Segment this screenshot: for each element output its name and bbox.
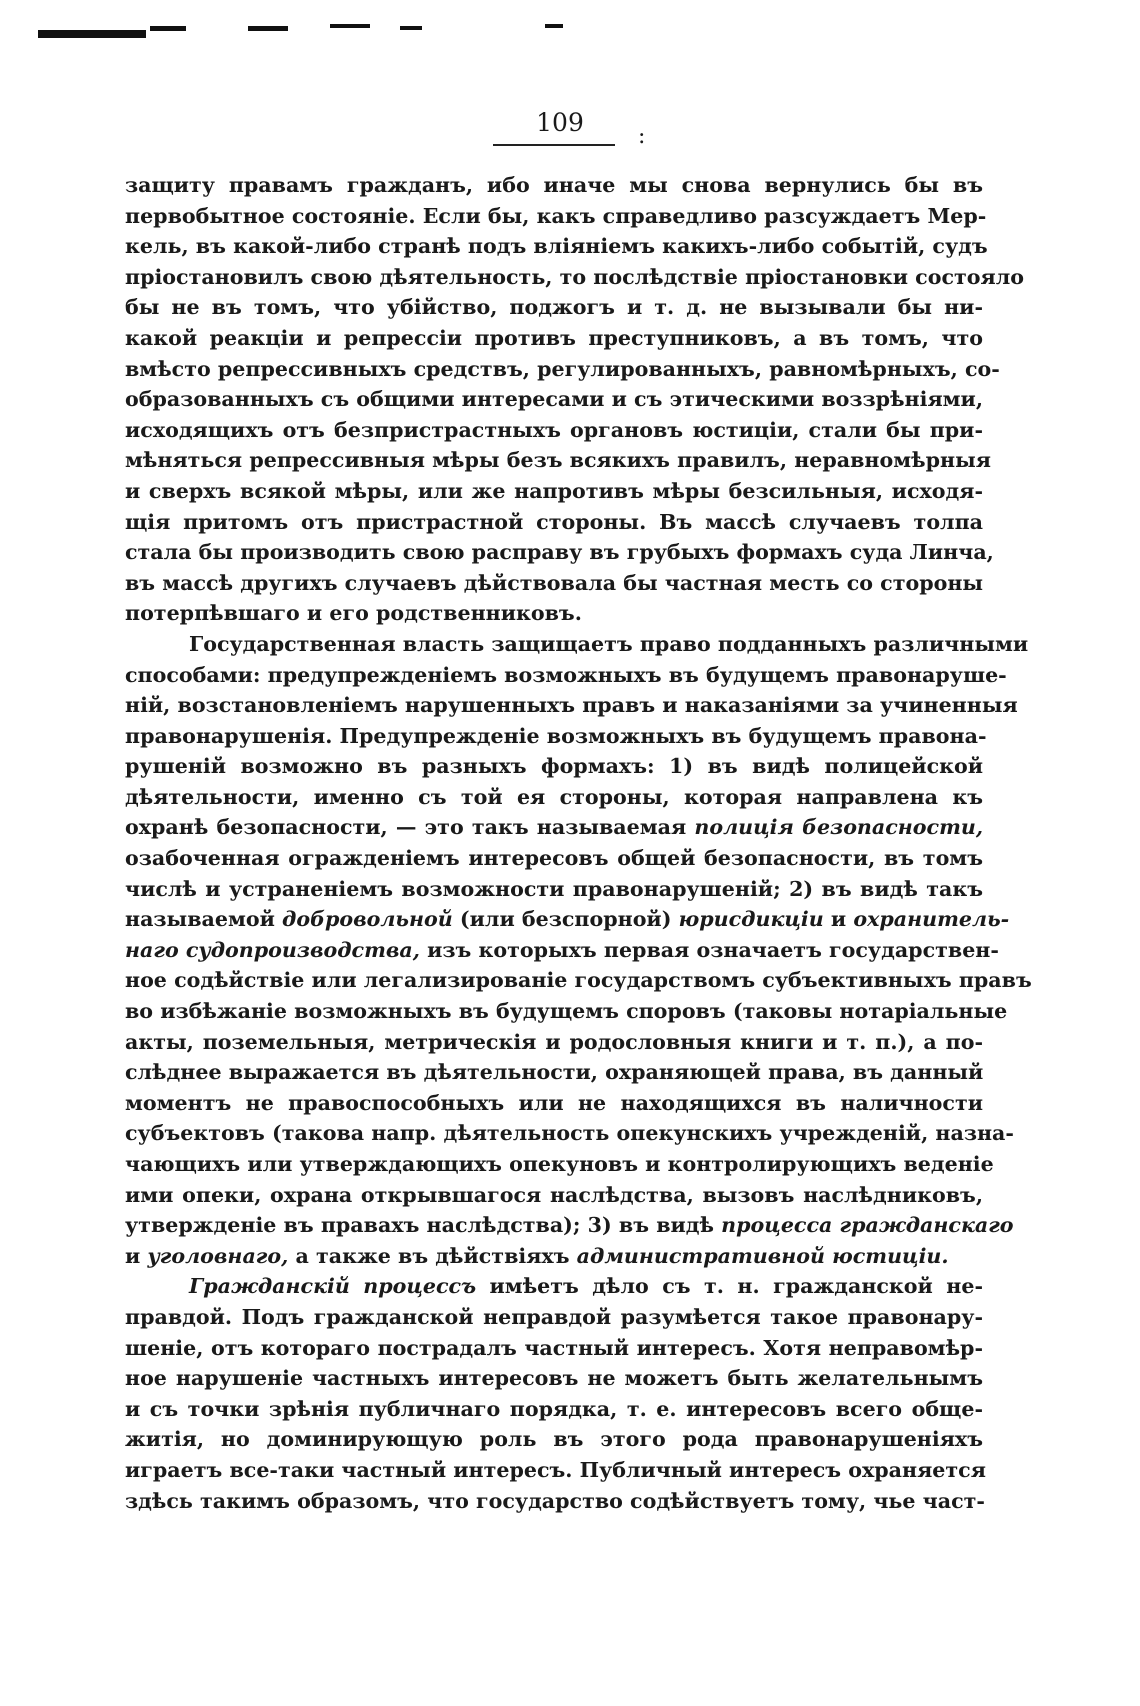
scan-artifact bbox=[400, 26, 422, 30]
text-line: субъектовъ (такова напр. дѣятельность опекунскихъ учрежденій, назна- bbox=[125, 1121, 1014, 1146]
scan-artifact bbox=[38, 30, 146, 38]
text-line: во избѣжаніе возможныхъ въ будущемъ споровъ (таковы нотаріальные bbox=[125, 999, 1008, 1024]
text-line: первобытное состояніе. Если бы, какъ справедливо разсуждаетъ Мер- bbox=[125, 203, 987, 228]
italic-term: полиція безопасности, bbox=[694, 815, 984, 840]
text-line bbox=[125, 1271, 983, 1302]
body-text bbox=[125, 170, 1032, 1516]
italic-term: уголовнаго, bbox=[147, 1243, 289, 1268]
text-line: озабоченная огражденіемъ интересовъ общей безопасности, въ томъ bbox=[125, 846, 983, 871]
text-line: моментъ не правоспособныхъ или не находящихся въ наличности bbox=[125, 1090, 983, 1115]
scan-artifact bbox=[330, 24, 370, 28]
text-line: щія притомъ отъ пристрастной стороны. Въ массѣ случаевъ толпа bbox=[125, 509, 983, 534]
scan-artifact bbox=[150, 26, 186, 31]
page-number: 109 bbox=[536, 108, 584, 137]
text-line: какой реакціи и репрессіи противъ преступниковъ, а въ томъ, что bbox=[125, 325, 983, 350]
text-line: здѣсь такимъ образомъ, что государство содѣйствуетъ тому, чье част- bbox=[125, 1488, 985, 1513]
text-line: бы не въ томъ, что убійство, поджогъ и т. д. не вызывали бы ни- bbox=[125, 295, 983, 320]
scan-artifact bbox=[248, 26, 288, 31]
text-line: ими опеки, охрана открывшагося наслѣдства, вызовъ наслѣдниковъ, bbox=[125, 1182, 983, 1207]
text-line: акты, поземельныя, метрическія и родословныя книги и т. п.), а по- bbox=[125, 1029, 983, 1054]
text-span: имѣетъ дѣло съ т. н. гражданской не- bbox=[489, 1274, 983, 1299]
text-line: житія, но доминирующую роль въ этого рода правонарушеніяхъ bbox=[125, 1427, 983, 1452]
text-line: образованныхъ съ общими интересами и съ этическими воззрѣніями, bbox=[125, 387, 983, 412]
italic-term: наго судопроизводства, bbox=[125, 937, 420, 962]
text-line: Государственная власть защищаетъ право подданныхъ различными bbox=[189, 631, 1029, 656]
text-line: ное нарушеніе частныхъ интересовъ не можетъ быть желательнымъ bbox=[125, 1366, 983, 1391]
italic-term: административной юстиціи. bbox=[576, 1243, 949, 1268]
text-line bbox=[125, 1210, 1014, 1241]
text-line: кель, въ какой-либо странѣ подъ вліяніемъ какихъ-либо событій, судъ bbox=[125, 234, 988, 259]
text-line bbox=[125, 812, 983, 843]
page-number-rule bbox=[493, 144, 615, 146]
text-line: дѣятельности, именно съ той ея стороны, которая направлена къ bbox=[125, 784, 983, 809]
italic-term: процесса гражданскаго bbox=[721, 1213, 1014, 1238]
scan-artifact bbox=[545, 24, 563, 28]
text-line bbox=[125, 1241, 983, 1272]
italic-term: юрисдикціи bbox=[678, 907, 824, 932]
text-line: потерпѣвшаго и его родственниковъ. bbox=[125, 601, 582, 626]
text-line: способами: предупрежденіемъ возможныхъ въ будущемъ правонаруше- bbox=[125, 662, 1007, 687]
text-span: а также въ дѣйствіяхъ bbox=[295, 1243, 570, 1268]
text-line: числѣ и устраненіемъ возможности правонарушеній; 2) въ видѣ такъ bbox=[125, 876, 983, 901]
text-line: играетъ все-таки частный интересъ. Публичный интересъ охраняется bbox=[125, 1457, 986, 1482]
text-span: (или безспорной) bbox=[459, 907, 672, 932]
text-line: пріостановилъ свою дѣятельность, то послѣдствіе пріостановки состояло bbox=[125, 264, 1024, 289]
text-line: ное содѣйствіе или легализированіе государствомъ субъективныхъ правъ bbox=[125, 968, 1032, 993]
text-line: и сверхъ всякой мѣры, или же напротивъ мѣры безсильныя, исходя- bbox=[125, 478, 983, 503]
text-span: называемой bbox=[125, 907, 275, 932]
italic-term: добровольной bbox=[282, 907, 453, 932]
text-line: и съ точки зрѣнія публичнаго порядка, т. е. интересовъ всего обще- bbox=[125, 1396, 983, 1421]
italic-term: Гражданскій процессъ bbox=[189, 1274, 477, 1299]
text-line: чающихъ или утверждающихъ опекуновъ и контролирующихъ веденіе bbox=[125, 1152, 994, 1176]
text-line: рушеній возможно въ разныхъ формахъ: 1) въ видѣ полицейской bbox=[125, 754, 983, 779]
text-line: шеніе, отъ котораго пострадалъ частный интересъ. Хотя неправомѣр- bbox=[125, 1335, 983, 1360]
text-span: и bbox=[830, 907, 847, 932]
text-line: ній, возстановленіемъ нарушенныхъ правъ и наказаніями за учиненныя bbox=[125, 693, 1018, 718]
text-span: изъ которыхъ первая означаетъ государствен- bbox=[427, 937, 999, 962]
text-span: охранѣ безопасности, — это такъ называемая bbox=[125, 815, 687, 840]
text-line: мѣняться репрессивныя мѣры безъ всякихъ правилъ, неравномѣрныя bbox=[125, 448, 991, 473]
text-line: защиту правамъ гражданъ, ибо иначе мы снова вернулись бы въ bbox=[125, 173, 983, 197]
text-span: и bbox=[125, 1243, 141, 1268]
text-line bbox=[125, 935, 999, 966]
text-line: вмѣсто репрессивныхъ средствъ, регулированныхъ, равномѣрныхъ, со- bbox=[125, 356, 1000, 381]
text-line: правонарушенія. Предупрежденіе возможныхъ въ будущемъ правона- bbox=[125, 723, 987, 748]
italic-term: охранитель- bbox=[853, 907, 1010, 932]
text-span: утвержденіе въ правахъ наслѣдства); 3) въ видѣ bbox=[125, 1213, 714, 1238]
text-line: стала бы производить свою расправу въ грубыхъ формахъ суда Линча, bbox=[125, 540, 994, 565]
text-line: слѣднее выражается въ дѣятельности, охраняющей права, въ данный bbox=[125, 1060, 984, 1085]
text-line: правдой. Подъ гражданской неправдой разумѣется такое правонару- bbox=[125, 1304, 983, 1329]
text-line: исходящихъ отъ безпристрастныхъ органовъ юстиціи, стали бы при- bbox=[125, 417, 983, 442]
text-line bbox=[125, 904, 1010, 935]
scan-dot: : bbox=[638, 124, 646, 149]
text-line: въ массѣ другихъ случаевъ дѣйствовала бы частная месть со стороны bbox=[125, 570, 984, 595]
